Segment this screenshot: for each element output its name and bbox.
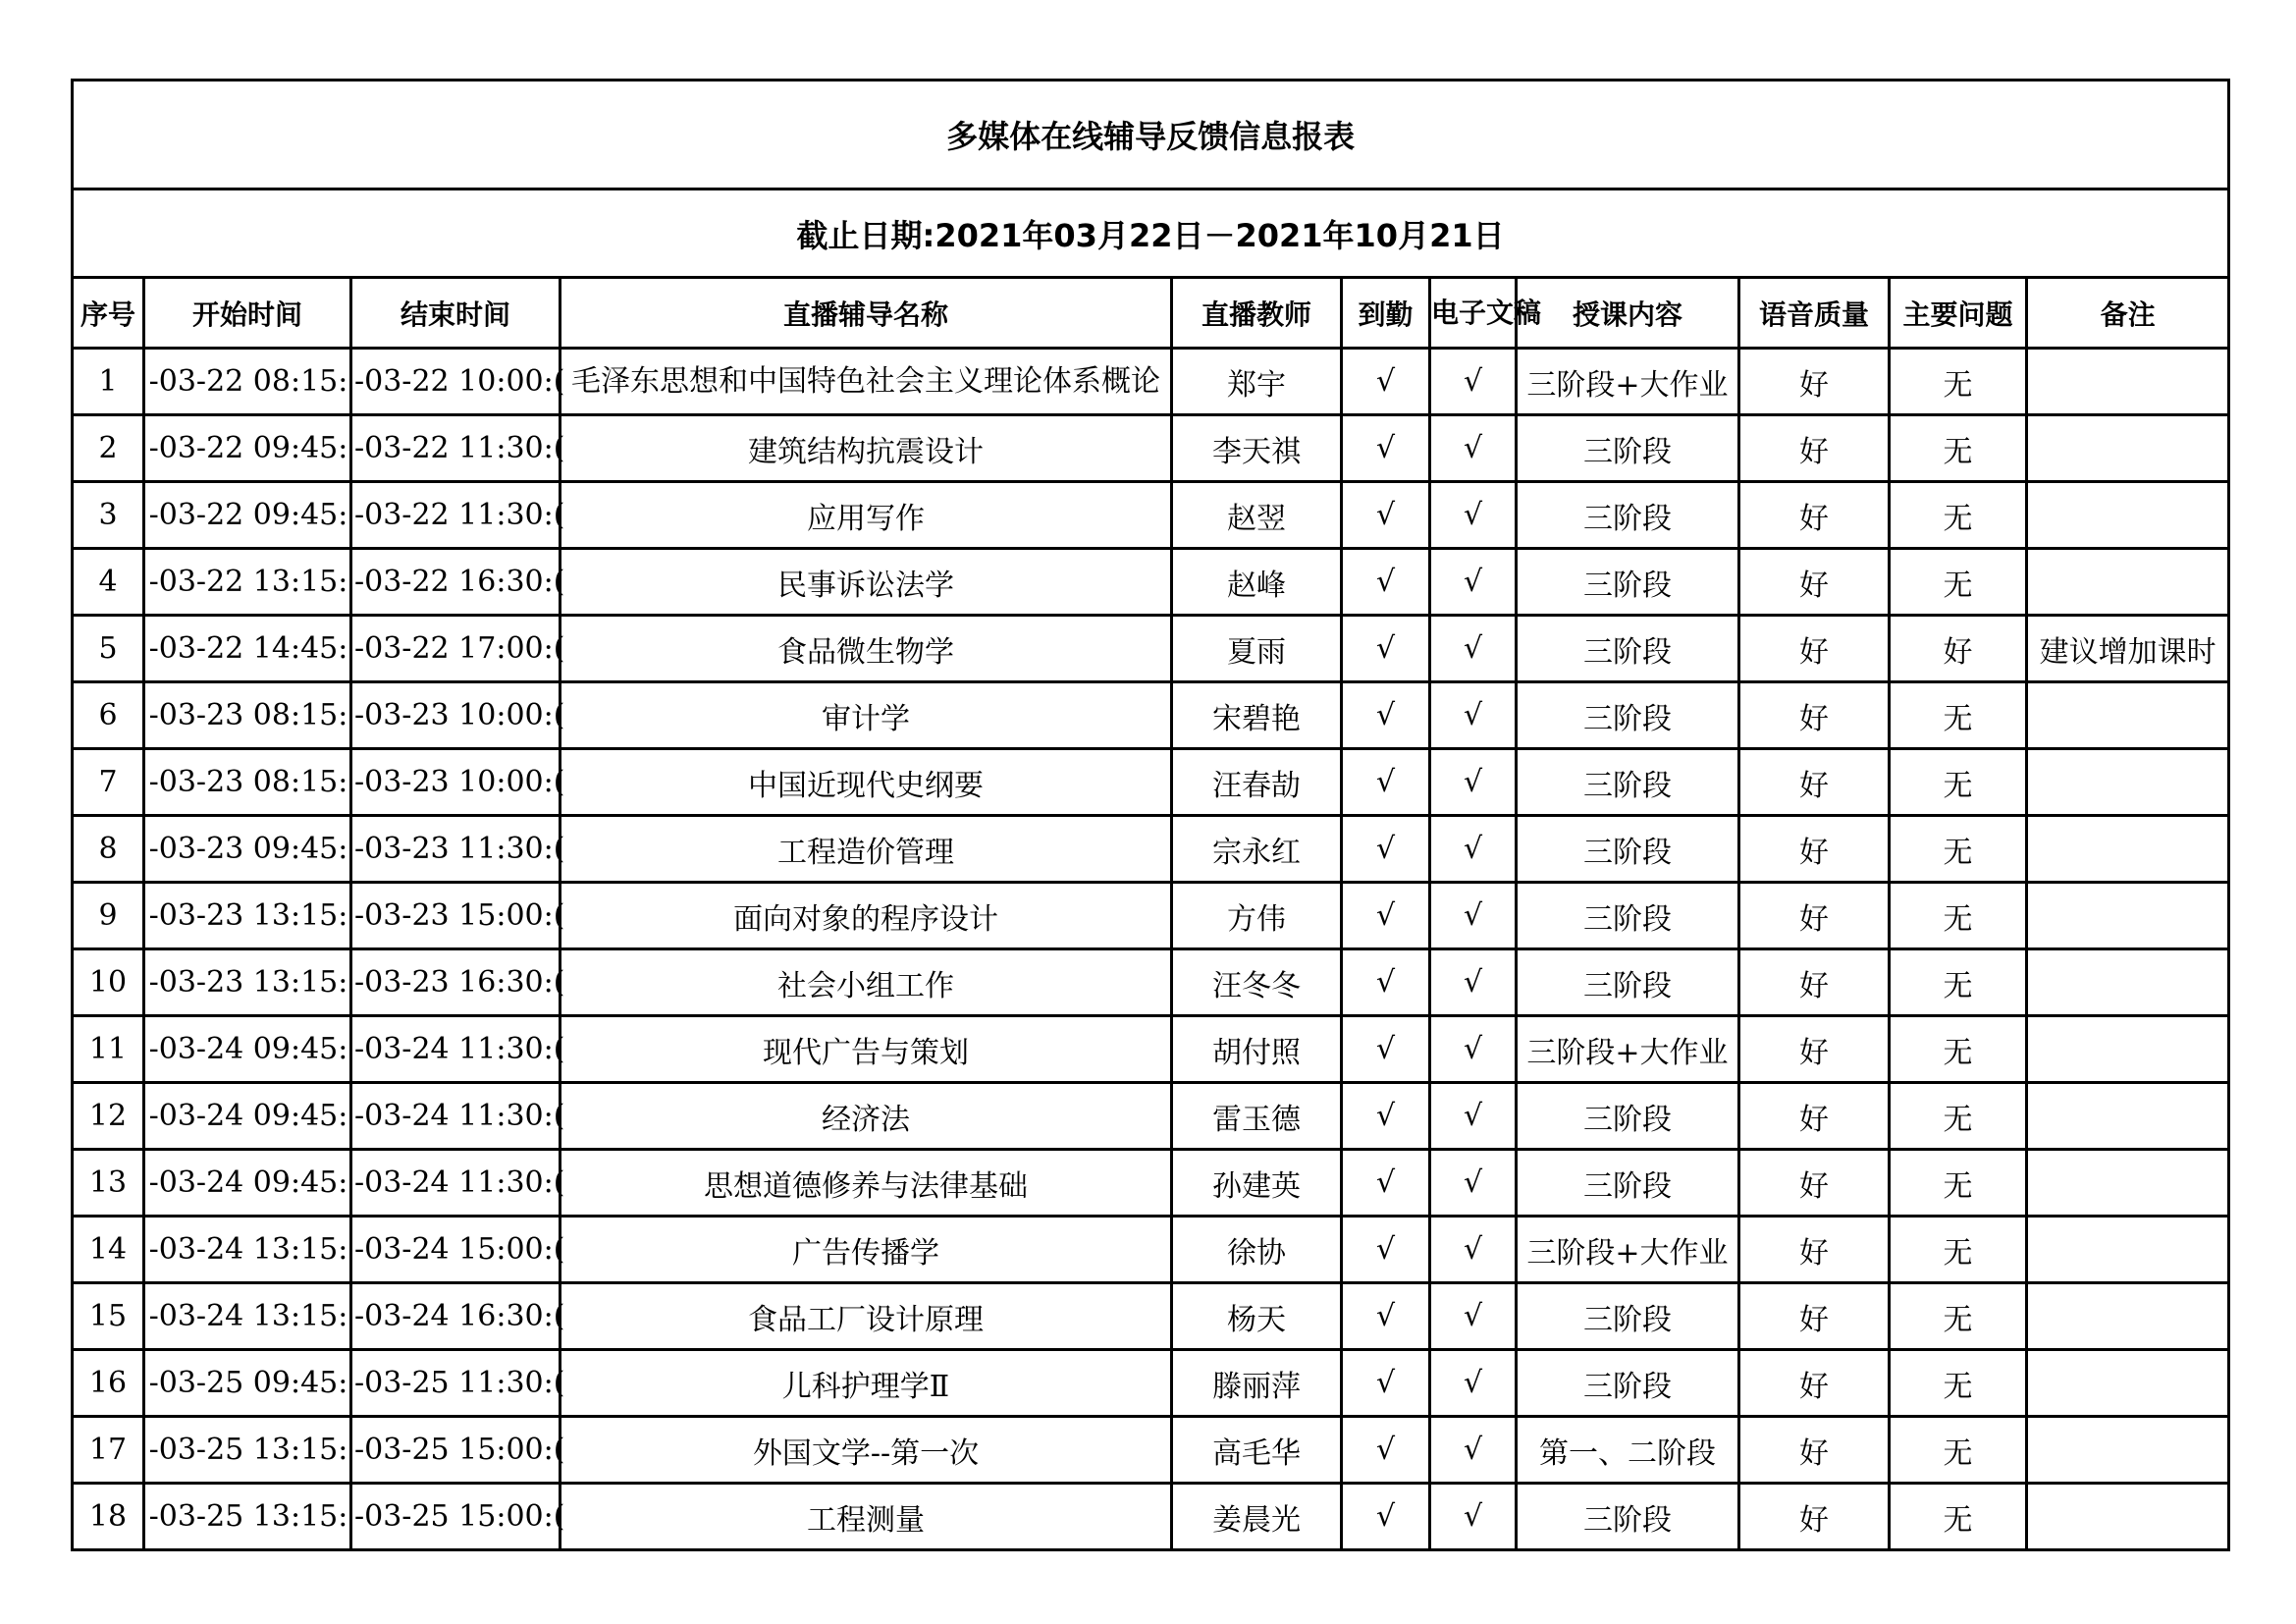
table-row — [73, 1350, 2229, 1417]
cell-voice-quality: 好 — [1739, 1283, 1890, 1350]
cell-content: 三阶段 — [1517, 749, 1739, 816]
cell-end-time — [351, 549, 565, 616]
cell-course-name: 外国文学--第一次 — [561, 1417, 1172, 1484]
cell-end-time-text: -03-22 11:30:( — [354, 431, 565, 465]
table-row — [73, 749, 2229, 816]
cell-e-doc: √ — [1430, 1016, 1517, 1083]
cell-content: 三阶段 — [1517, 415, 1739, 482]
cell-start-time — [144, 349, 351, 415]
table-row — [73, 1484, 2229, 1550]
cell-course-name: 审计学 — [561, 682, 1172, 749]
cell-main-issue: 无 — [1890, 1350, 2027, 1417]
cell-main-issue: 无 — [1890, 415, 2027, 482]
cell-start-time — [144, 883, 351, 949]
cell-content: 三阶段 — [1517, 1283, 1739, 1350]
table-row — [73, 415, 2229, 482]
cell-end-time-text: -03-23 10:00:( — [354, 698, 565, 732]
header-seq: 序号 — [73, 278, 144, 349]
cell-voice-quality: 好 — [1739, 1417, 1890, 1484]
cell-start-time-text: -03-25 13:15: — [148, 1433, 348, 1467]
cell-voice-quality: 好 — [1739, 616, 1890, 682]
cell-attendance: √ — [1342, 682, 1430, 749]
cell-content: 三阶段 — [1517, 1083, 1739, 1150]
cell-main-issue: 无 — [1890, 883, 2027, 949]
cell-seq: 18 — [73, 1484, 144, 1550]
cell-course-name: 儿科护理学Ⅱ — [561, 1350, 1172, 1417]
cell-end-time — [351, 415, 565, 482]
header-main-issue: 主要问题 — [1890, 278, 2027, 349]
cell-note — [2027, 949, 2229, 1016]
cell-end-time — [351, 1217, 565, 1283]
cell-content: 三阶段+大作业 — [1517, 1016, 1739, 1083]
cell-teacher: 孙建英 — [1172, 1150, 1342, 1217]
cell-end-time-text: -03-23 16:30:( — [354, 965, 565, 1000]
cell-voice-quality: 好 — [1739, 1350, 1890, 1417]
cell-attendance: √ — [1342, 883, 1430, 949]
cell-attendance: √ — [1342, 1417, 1430, 1484]
cell-main-issue: 无 — [1890, 816, 2027, 883]
cell-start-time-text: -03-24 09:45: — [148, 1032, 348, 1066]
cell-e-doc: √ — [1430, 949, 1517, 1016]
cell-end-time — [351, 883, 565, 949]
cell-main-issue: 无 — [1890, 682, 2027, 749]
cell-main-issue: 无 — [1890, 1217, 2027, 1283]
cell-voice-quality: 好 — [1739, 816, 1890, 883]
cell-voice-quality: 好 — [1739, 549, 1890, 616]
cell-voice-quality: 好 — [1739, 1484, 1890, 1550]
cell-end-time-text: -03-24 11:30:( — [354, 1165, 565, 1200]
cell-attendance: √ — [1342, 1484, 1430, 1550]
cell-attendance: √ — [1342, 1016, 1430, 1083]
cell-end-time — [351, 616, 565, 682]
header-start-time: 开始时间 — [144, 278, 351, 349]
cell-e-doc: √ — [1430, 415, 1517, 482]
cell-seq: 12 — [73, 1083, 144, 1150]
table-row — [73, 549, 2229, 616]
cell-seq: 16 — [73, 1350, 144, 1417]
table-row — [73, 482, 2229, 549]
cell-note — [2027, 816, 2229, 883]
cell-note — [2027, 883, 2229, 949]
table-row — [73, 1217, 2229, 1283]
table-row — [73, 1150, 2229, 1217]
header-e-doc: 电子文稿 — [1430, 278, 1517, 349]
cell-e-doc: √ — [1430, 549, 1517, 616]
cell-start-time-text: -03-23 08:15: — [148, 765, 348, 799]
cell-attendance: √ — [1342, 816, 1430, 883]
cell-end-time-text: -03-24 11:30:( — [354, 1099, 565, 1133]
cell-seq: 11 — [73, 1016, 144, 1083]
cell-teacher: 杨天 — [1172, 1283, 1342, 1350]
cell-teacher: 高毛华 — [1172, 1417, 1342, 1484]
cell-end-time-text: -03-22 11:30:( — [354, 498, 565, 532]
cell-course-name: 社会小组工作 — [561, 949, 1172, 1016]
table-row — [73, 1283, 2229, 1350]
cell-end-time — [351, 749, 565, 816]
table-row — [73, 949, 2229, 1016]
cell-content: 三阶段 — [1517, 616, 1739, 682]
cell-e-doc: √ — [1430, 682, 1517, 749]
cell-start-time — [144, 1283, 351, 1350]
cell-seq: 8 — [73, 816, 144, 883]
cell-e-doc: √ — [1430, 1150, 1517, 1217]
header-content: 授课内容 — [1517, 278, 1739, 349]
cell-attendance: √ — [1342, 616, 1430, 682]
cell-start-time — [144, 1484, 351, 1550]
cell-main-issue: 无 — [1890, 749, 2027, 816]
cell-voice-quality: 好 — [1739, 883, 1890, 949]
cell-end-time-text: -03-24 11:30:( — [354, 1032, 565, 1066]
cell-attendance: √ — [1342, 1350, 1430, 1417]
cell-end-time-text: -03-24 16:30:( — [354, 1299, 565, 1333]
cell-e-doc: √ — [1430, 749, 1517, 816]
header-course-name: 直播辅导名称 — [561, 278, 1172, 349]
cell-course-name: 广告传播学 — [561, 1217, 1172, 1283]
cell-end-time — [351, 482, 565, 549]
cell-note — [2027, 682, 2229, 749]
cell-note — [2027, 1217, 2229, 1283]
cell-start-time-text: -03-22 09:45: — [148, 498, 348, 532]
cell-note — [2027, 1417, 2229, 1484]
cell-start-time — [144, 1217, 351, 1283]
cell-start-time — [144, 1417, 351, 1484]
cell-main-issue: 无 — [1890, 1417, 2027, 1484]
cell-start-time-text: -03-24 09:45: — [148, 1165, 348, 1200]
cell-voice-quality: 好 — [1739, 682, 1890, 749]
cell-end-time-text: -03-22 10:00:( — [354, 364, 565, 399]
cell-voice-quality: 好 — [1739, 415, 1890, 482]
cell-course-name: 中国近现代史纲要 — [561, 749, 1172, 816]
cell-end-time-text: -03-25 15:00:( — [354, 1433, 565, 1467]
cell-note: 建议增加课时 — [2027, 616, 2229, 682]
cell-end-time — [351, 349, 565, 415]
cell-content: 三阶段+大作业 — [1517, 1217, 1739, 1283]
cell-content: 三阶段 — [1517, 682, 1739, 749]
cell-seq: 17 — [73, 1417, 144, 1484]
cell-end-time — [351, 1417, 565, 1484]
table-row — [73, 1083, 2229, 1150]
cell-end-time-text: -03-22 17:00:( — [354, 631, 565, 666]
cell-seq: 13 — [73, 1150, 144, 1217]
cell-e-doc: √ — [1430, 349, 1517, 415]
cell-e-doc: √ — [1430, 883, 1517, 949]
cell-end-time-text: -03-22 16:30:( — [354, 565, 565, 599]
cell-voice-quality: 好 — [1739, 482, 1890, 549]
cell-content: 三阶段+大作业 — [1517, 349, 1739, 415]
header-end-time: 结束时间 — [351, 278, 561, 349]
cell-attendance: √ — [1342, 1283, 1430, 1350]
cell-start-time-text: -03-23 13:15: — [148, 965, 348, 1000]
cell-voice-quality: 好 — [1739, 1083, 1890, 1150]
cell-attendance: √ — [1342, 482, 1430, 549]
cell-note — [2027, 1283, 2229, 1350]
cell-course-name: 应用写作 — [561, 482, 1172, 549]
cell-seq: 5 — [73, 616, 144, 682]
cell-start-time-text: -03-22 13:15: — [148, 565, 348, 599]
cell-content: 第一、二阶段 — [1517, 1417, 1739, 1484]
cell-voice-quality: 好 — [1739, 349, 1890, 415]
cell-note — [2027, 415, 2229, 482]
cell-main-issue: 无 — [1890, 949, 2027, 1016]
cell-end-time-text: -03-23 11:30:( — [354, 832, 565, 866]
cell-start-time — [144, 749, 351, 816]
cell-teacher: 徐协 — [1172, 1217, 1342, 1283]
cell-end-time — [351, 1150, 565, 1217]
cell-teacher: 夏雨 — [1172, 616, 1342, 682]
cell-start-time — [144, 1083, 351, 1150]
cell-e-doc: √ — [1430, 482, 1517, 549]
cell-attendance: √ — [1342, 1217, 1430, 1283]
cell-start-time-text: -03-22 08:15: — [148, 364, 348, 399]
cell-teacher: 汪春劼 — [1172, 749, 1342, 816]
cell-teacher: 滕丽萍 — [1172, 1350, 1342, 1417]
cell-e-doc: √ — [1430, 616, 1517, 682]
cell-course-name: 工程测量 — [561, 1484, 1172, 1550]
cell-end-time — [351, 1083, 565, 1150]
cell-start-time — [144, 682, 351, 749]
header-voice-quality: 语音质量 — [1739, 278, 1890, 349]
cell-start-time-text: -03-24 13:15: — [148, 1299, 348, 1333]
cell-seq: 7 — [73, 749, 144, 816]
cell-course-name: 思想道德修养与法律基础 — [561, 1150, 1172, 1217]
cell-course-name: 工程造价管理 — [561, 816, 1172, 883]
cell-start-time — [144, 415, 351, 482]
header-teacher: 直播教师 — [1172, 278, 1342, 349]
cell-main-issue: 无 — [1890, 1150, 2027, 1217]
cell-e-doc: √ — [1430, 1083, 1517, 1150]
cell-main-issue: 无 — [1890, 482, 2027, 549]
cell-note — [2027, 1083, 2229, 1150]
table-row — [73, 349, 2229, 415]
cell-content: 三阶段 — [1517, 1484, 1739, 1550]
cell-note — [2027, 1350, 2229, 1417]
cell-content: 三阶段 — [1517, 816, 1739, 883]
cell-note — [2027, 482, 2229, 549]
cell-start-time-text: -03-23 13:15: — [148, 898, 348, 933]
cell-teacher: 汪冬冬 — [1172, 949, 1342, 1016]
cell-voice-quality: 好 — [1739, 949, 1890, 1016]
cell-content: 三阶段 — [1517, 549, 1739, 616]
cell-teacher: 雷玉德 — [1172, 1083, 1342, 1150]
table-row — [73, 1417, 2229, 1484]
table-row — [73, 682, 2229, 749]
cell-main-issue: 无 — [1890, 1484, 2027, 1550]
cell-start-time-text: -03-24 13:15: — [148, 1232, 348, 1267]
cell-seq: 4 — [73, 549, 144, 616]
table-row — [73, 1016, 2229, 1083]
cell-end-time — [351, 1484, 565, 1550]
cell-end-time-text: -03-24 15:00:( — [354, 1232, 565, 1267]
table-row — [73, 616, 2229, 682]
cell-start-time-text: -03-25 09:45: — [148, 1366, 348, 1400]
cell-start-time — [144, 1150, 351, 1217]
cell-start-time — [144, 1350, 351, 1417]
cell-content: 三阶段 — [1517, 883, 1739, 949]
cell-end-time-text: -03-23 10:00:( — [354, 765, 565, 799]
cell-main-issue: 好 — [1890, 616, 2027, 682]
cell-teacher: 方伟 — [1172, 883, 1342, 949]
cell-end-time-text: -03-23 15:00:( — [354, 898, 565, 933]
cell-attendance: √ — [1342, 549, 1430, 616]
cell-seq: 6 — [73, 682, 144, 749]
cell-note — [2027, 749, 2229, 816]
cell-teacher: 郑宇 — [1172, 349, 1342, 415]
table-row — [73, 883, 2229, 949]
cell-main-issue: 无 — [1890, 1083, 2027, 1150]
cell-seq: 15 — [73, 1283, 144, 1350]
cell-start-time — [144, 616, 351, 682]
cell-note — [2027, 349, 2229, 415]
cell-seq: 14 — [73, 1217, 144, 1283]
cell-end-time-text: -03-25 15:00:( — [354, 1499, 565, 1534]
cell-course-name: 现代广告与策划 — [561, 1016, 1172, 1083]
cell-seq: 9 — [73, 883, 144, 949]
cell-teacher: 宗永红 — [1172, 816, 1342, 883]
date-range: 截止日期:2021年03月22日－2021年10月21日 — [73, 189, 2229, 278]
cell-end-time — [351, 949, 565, 1016]
cell-teacher: 赵翌 — [1172, 482, 1342, 549]
cell-start-time — [144, 482, 351, 549]
cell-start-time-text: -03-23 09:45: — [148, 832, 348, 866]
cell-start-time-text: -03-22 14:45: — [148, 631, 348, 666]
cell-e-doc: √ — [1430, 1217, 1517, 1283]
cell-attendance: √ — [1342, 415, 1430, 482]
cell-main-issue: 无 — [1890, 349, 2027, 415]
cell-e-doc: √ — [1430, 1283, 1517, 1350]
cell-e-doc: √ — [1430, 1417, 1517, 1484]
cell-course-name: 食品工厂设计原理 — [561, 1283, 1172, 1350]
feedback-report-table — [71, 79, 2230, 1551]
cell-course-name: 面向对象的程序设计 — [561, 883, 1172, 949]
cell-course-name: 食品微生物学 — [561, 616, 1172, 682]
cell-start-time-text: -03-23 08:15: — [148, 698, 348, 732]
cell-seq: 3 — [73, 482, 144, 549]
cell-end-time — [351, 1350, 565, 1417]
cell-main-issue: 无 — [1890, 1016, 2027, 1083]
cell-e-doc: √ — [1430, 1484, 1517, 1550]
cell-content: 三阶段 — [1517, 949, 1739, 1016]
cell-teacher: 胡付照 — [1172, 1016, 1342, 1083]
cell-attendance: √ — [1342, 1150, 1430, 1217]
cell-voice-quality: 好 — [1739, 1217, 1890, 1283]
header-note: 备注 — [2027, 278, 2229, 349]
cell-teacher: 宋碧艳 — [1172, 682, 1342, 749]
cell-note — [2027, 1150, 2229, 1217]
cell-start-time — [144, 816, 351, 883]
cell-teacher: 李天祺 — [1172, 415, 1342, 482]
cell-note — [2027, 1016, 2229, 1083]
cell-end-time — [351, 682, 565, 749]
cell-voice-quality: 好 — [1739, 749, 1890, 816]
cell-main-issue: 无 — [1890, 1283, 2027, 1350]
cell-content: 三阶段 — [1517, 482, 1739, 549]
cell-teacher: 姜晨光 — [1172, 1484, 1342, 1550]
cell-attendance: √ — [1342, 949, 1430, 1016]
header-attendance: 到勤 — [1342, 278, 1430, 349]
cell-end-time — [351, 816, 565, 883]
cell-start-time — [144, 1016, 351, 1083]
cell-attendance: √ — [1342, 749, 1430, 816]
table-row — [73, 816, 2229, 883]
cell-note — [2027, 549, 2229, 616]
cell-end-time-text: -03-25 11:30:( — [354, 1366, 565, 1400]
cell-e-doc: √ — [1430, 816, 1517, 883]
cell-attendance: √ — [1342, 1083, 1430, 1150]
cell-main-issue: 无 — [1890, 549, 2027, 616]
cell-end-time — [351, 1016, 565, 1083]
cell-course-name: 毛泽东思想和中国特色社会主义理论体系概论 — [561, 349, 1172, 415]
cell-note — [2027, 1484, 2229, 1550]
header-row — [73, 278, 2229, 349]
cell-start-time-text: -03-25 13:15: — [148, 1499, 348, 1534]
cell-seq: 1 — [73, 349, 144, 415]
cell-start-time-text: -03-24 09:45: — [148, 1099, 348, 1133]
cell-voice-quality: 好 — [1739, 1016, 1890, 1083]
cell-attendance: √ — [1342, 349, 1430, 415]
cell-e-doc: √ — [1430, 1350, 1517, 1417]
cell-course-name: 建筑结构抗震设计 — [561, 415, 1172, 482]
cell-start-time-text: -03-22 09:45: — [148, 431, 348, 465]
cell-voice-quality: 好 — [1739, 1150, 1890, 1217]
cell-start-time — [144, 549, 351, 616]
cell-course-name: 民事诉讼法学 — [561, 549, 1172, 616]
cell-teacher: 赵峰 — [1172, 549, 1342, 616]
report-title: 多媒体在线辅导反馈信息报表 — [73, 81, 2229, 189]
cell-course-name: 经济法 — [561, 1083, 1172, 1150]
cell-seq: 10 — [73, 949, 144, 1016]
cell-start-time — [144, 949, 351, 1016]
cell-end-time — [351, 1283, 565, 1350]
cell-seq: 2 — [73, 415, 144, 482]
cell-content: 三阶段 — [1517, 1350, 1739, 1417]
cell-content: 三阶段 — [1517, 1150, 1739, 1217]
